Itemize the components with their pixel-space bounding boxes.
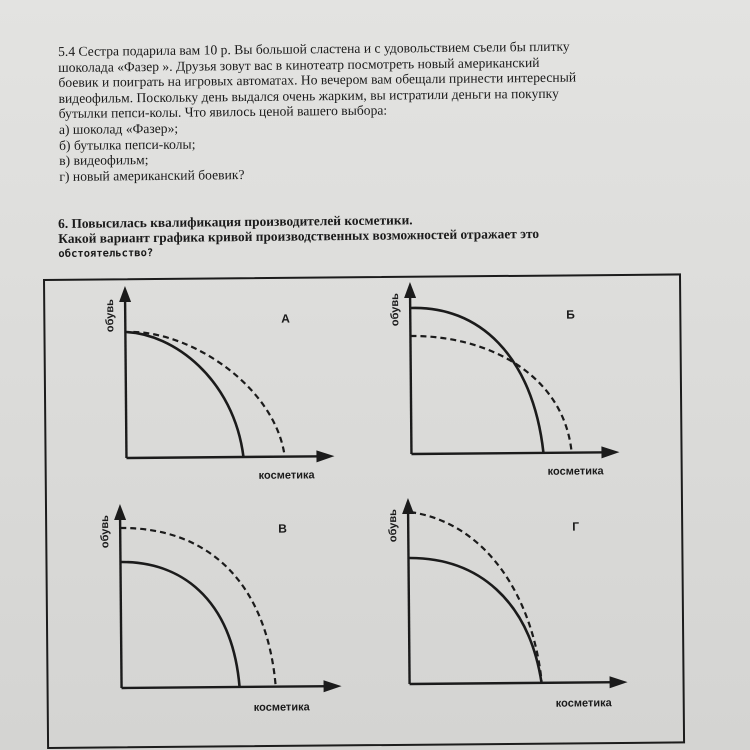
y-axis (120, 510, 122, 688)
task-5-4-line: видеофильм. Поскольку день выдался очень жарким, вы истратили деньги на покупку (58, 85, 559, 106)
x-axis (410, 682, 618, 684)
task-5-4-line: шоколада «Фазер ». Друзья зовут вас в кинотеатр посмотреть новый американский (58, 54, 540, 75)
x-axis-arrow-icon (316, 450, 334, 462)
ppf-new (410, 511, 541, 682)
panel-a (85, 280, 355, 480)
option-a: а) шоколад «Фазер»; (58, 120, 179, 137)
y-axis-label: обувь (99, 515, 112, 549)
x-axis-label: косметика (253, 701, 310, 714)
y-axis-arrow-icon (119, 286, 131, 302)
ppf-original (125, 331, 243, 458)
ppf-original (410, 307, 543, 454)
x-axis (122, 686, 332, 688)
y-axis (410, 288, 411, 454)
ppf-new (410, 335, 571, 452)
option-d: г) новый американский боевик? (59, 166, 245, 184)
y-axis-label: обувь (104, 299, 117, 333)
x-axis-label: косметика (555, 697, 612, 710)
ppf-new (120, 527, 275, 686)
ppf-new (133, 331, 284, 456)
task-6-question-end: обстоятельство? (58, 246, 154, 260)
y-axis-arrow-icon (404, 282, 416, 298)
x-axis-label: косметика (547, 465, 604, 478)
option-c: в) видеофильм; (59, 152, 149, 169)
task-5-4 (58, 37, 709, 184)
ppf-original (408, 557, 541, 684)
ppf-original (120, 561, 239, 688)
task-5-4-line: боевик и поиграть на игровых автоматах. Но вечером вам обещали принести интересный (58, 69, 577, 91)
task-6-question: Какой вариант графика кривой производственных возможностей отражает это (58, 226, 540, 247)
panel-letter: Б (566, 307, 575, 322)
x-axis (126, 456, 324, 458)
y-axis-label: обувь (387, 509, 400, 543)
panel-letter: Г (572, 519, 580, 534)
task-6 (58, 209, 718, 262)
task-5-4-line: бутылки пепси-колы. Что явилось ценой вашего выбора: (58, 102, 388, 122)
y-axis (125, 292, 126, 458)
task-5-4-line: 5.4 Сестра подарила вам 10 р. Вы большой сластена и с удовольствием съели бы плитку (58, 38, 570, 59)
panel-v (80, 498, 355, 723)
panel-letter: А (281, 311, 290, 326)
x-axis-arrow-icon (601, 446, 619, 458)
x-axis (411, 452, 609, 454)
x-axis-arrow-icon (324, 680, 342, 692)
y-axis (408, 504, 410, 684)
panel-g (368, 492, 643, 717)
y-axis-arrow-icon (114, 504, 126, 520)
option-b: б) бутылка пепси-колы; (58, 136, 196, 153)
panel-letter: В (278, 521, 287, 536)
task-6-title: 6. Повысилась квалификация производителей косметики. (58, 212, 413, 231)
panel-b (370, 276, 640, 476)
y-axis-label: обувь (389, 293, 402, 327)
x-axis-arrow-icon (610, 676, 628, 688)
x-axis-label: косметика (258, 469, 315, 482)
